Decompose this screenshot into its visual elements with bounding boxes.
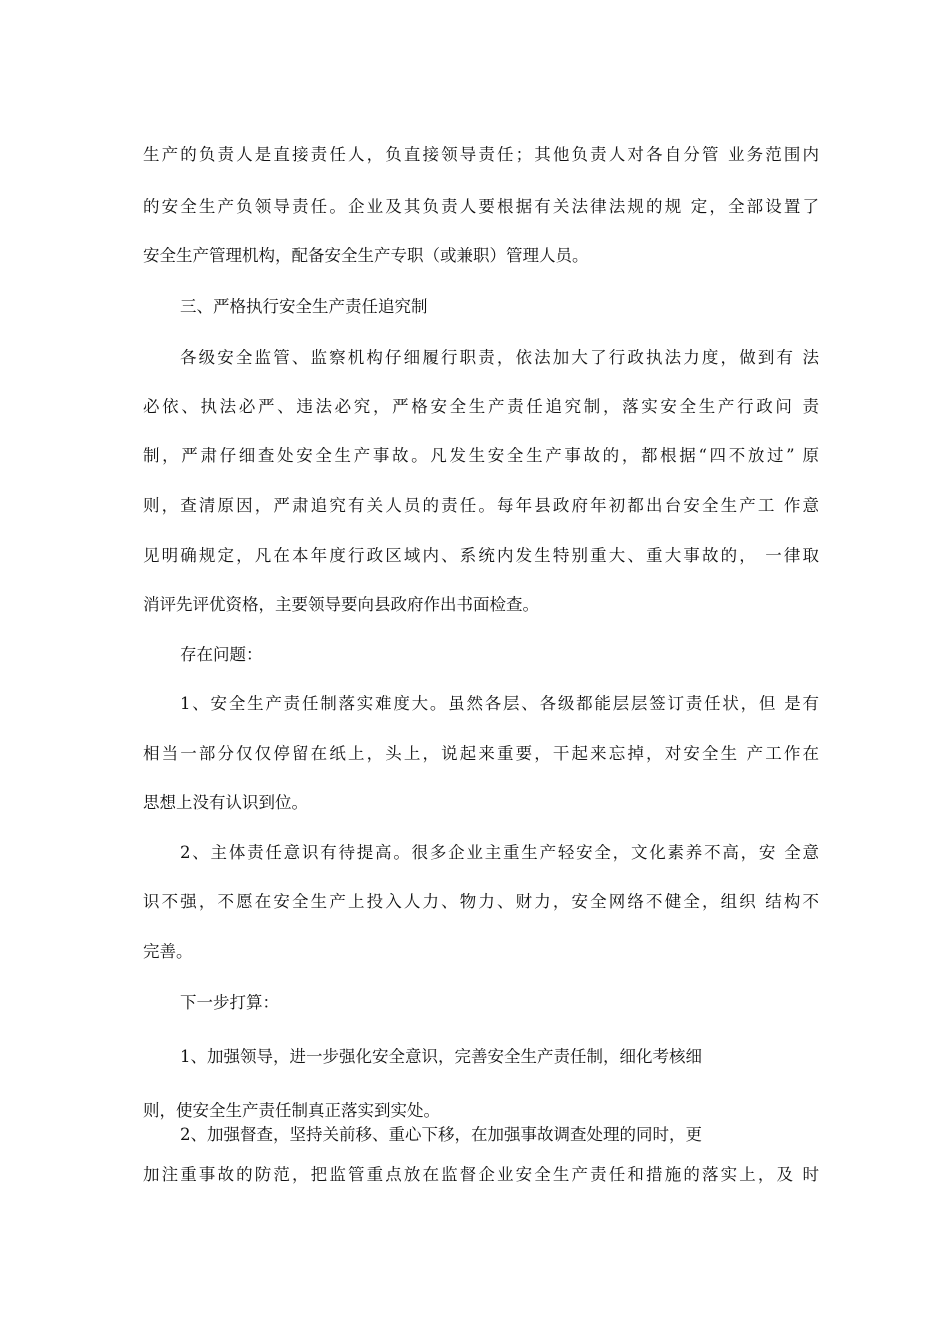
text-line-13: 相当一部分仅仅停留在纸上，头上，说起来重要，干起来忘掉，对安全生 产工作在 <box>143 744 819 763</box>
text-line-15: 2、主体责任意识有待提高。很多企业主重生产轻安全，文化素养不高，安 全意 <box>180 843 819 862</box>
text-line-1: 生产的负责人是直接责任人，负直接领导责任；其他负责人对各自分管 业务范围内 <box>143 145 819 164</box>
text-line-20: 则，使安全生产责任制真正落实到实处。 <box>143 1101 440 1120</box>
text-line-22: 加注重事故的防范，把监管重点放在监督企业安全生产责任和措施的落实上，及 时 <box>143 1165 819 1184</box>
text-line-12: 1、安全生产责任制落实难度大。虽然各层、各级都能层层签订责任状，但 是有 <box>180 694 819 713</box>
text-line-16: 识不强，不愿在安全生产上投入人力、物力、财力，安全网络不健全，组织 结构不 <box>143 892 819 911</box>
text-line-9: 见明确规定，凡在本年度行政区域内、系统内发生特别重大、重大事故的， 一律取 <box>143 546 819 565</box>
text-line-7: 制，严肃仔细查处安全生产事故。凡发生安全生产事故的，都根据“四不放过” 原 <box>143 446 819 465</box>
text-line-6: 必依、执法必严、违法必究，严格安全生产责任追究制，落实安全生产行政问 责 <box>143 397 819 416</box>
next-steps-heading: 下一步打算： <box>180 993 279 1012</box>
text-line-2: 的安全生产负领导责任。企业及其负责人要根据有关法律法规的规 定，全部设置了 <box>143 197 819 216</box>
text-line-21: 2、加强督查，坚持关前移、重心下移，在加强事故调查处理的同时，更 <box>180 1125 702 1144</box>
problems-heading: 存在问题： <box>180 645 263 664</box>
text-line-19: 1、加强领导，进一步强化安全意识，完善安全生产责任制，细化考核细 <box>180 1047 702 1066</box>
text-line-3: 安全生产管理机构，配备安全生产专职（或兼职）管理人员。 <box>143 246 589 265</box>
section-heading-3: 三、严格执行安全生产责任追究制 <box>180 297 428 316</box>
text-line-17: 完善。 <box>143 942 193 961</box>
text-line-5: 各级安全监管、监察机构仔细履行职责，依法加大了行政执法力度，做到有 法 <box>180 348 819 367</box>
text-line-8: 则，查清原因，严肃追究有关人员的责任。每年县政府年初都出台安全生产工 作意 <box>143 496 819 515</box>
text-line-14: 思想上没有认识到位。 <box>143 793 308 812</box>
text-line-10: 消评先评优资格，主要领导要向县政府作出书面检查。 <box>143 595 539 614</box>
